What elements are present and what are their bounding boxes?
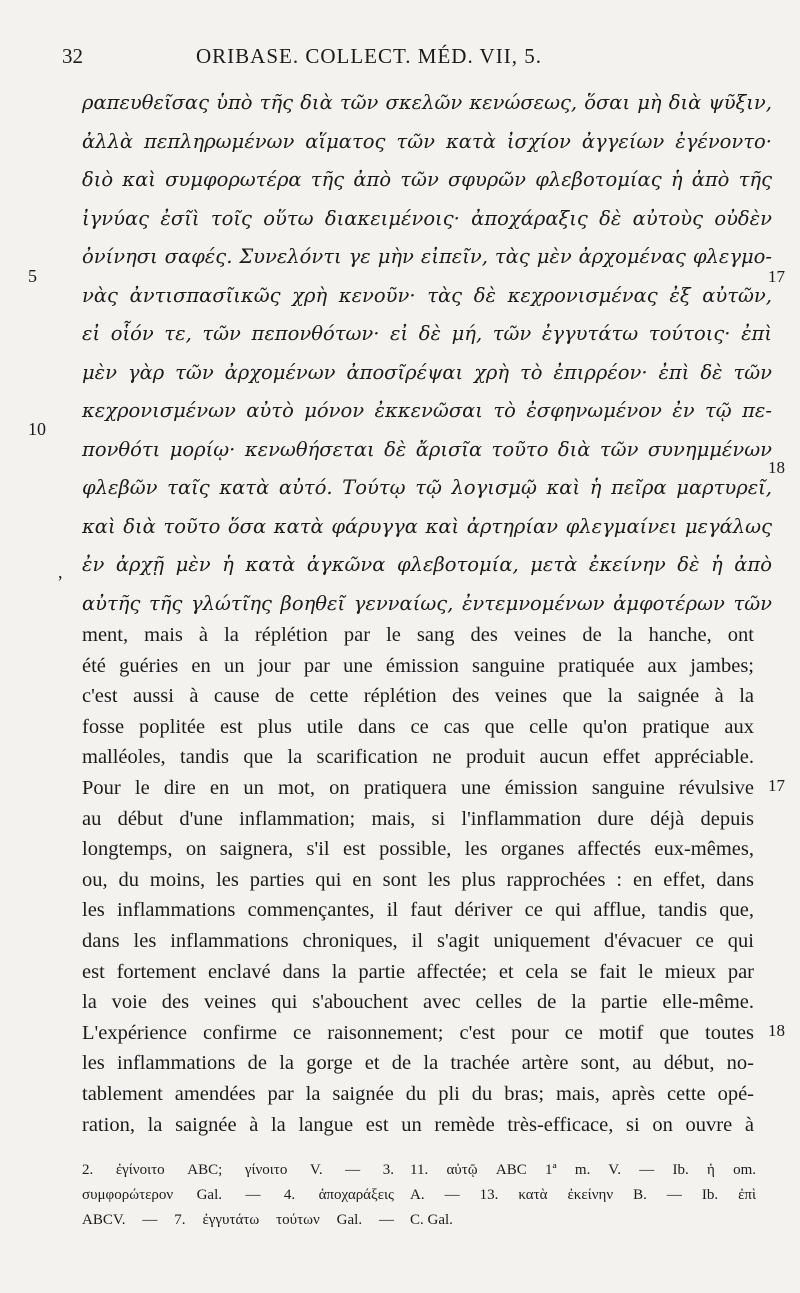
french-line: ou, du moins, les parties qui en sont les plus rapprochées : en effet, dans — [82, 868, 754, 891]
french-line: ration, la saignée à la langue est un remède très-efficace, si on ouvre à — [82, 1113, 754, 1136]
greek-line: πονθότι μορίῳ· κενωθήσεται δὲ ἄρισῖα τοῦτο διὰ τῶν συνημμένων — [82, 437, 772, 461]
greek-margin-mark: , — [58, 562, 63, 582]
french-line: au début d'une inflammation; mais, si l'inflammation dure déjà depuis — [82, 807, 754, 830]
note-line: A. — 13. κατὰ ἐκείνην B. — Ib. ἐπὶ — [410, 1187, 756, 1203]
french-line: est fortement enclavé dans la partie affectée; et cela se fait le mieux par — [82, 960, 754, 983]
greek-line: εἰ οἷόν τε, τῶν πεπονθότων· εἰ δὲ μή, τῶν ἐγγυτάτω τούτοις· ἐπὶ — [82, 322, 772, 345]
greek-line: καὶ διὰ τοῦτο ὅσα κατὰ φάρυγγα καὶ ἀρτηρίαν φλεγμαίνει μεγάλως — [82, 514, 772, 538]
greek-line-number-10: 10 — [28, 419, 46, 439]
greek-line: νὰς ἀντισπασῖικῶς χρὴ κενοῦν· τὰς δὲ κεχρονισμένας ἐξ αὐτῶν, — [82, 283, 772, 307]
greek-line: ἰγνύας ἐσῖὶ τοῖς οὕτω διακειμένοις· ἀποχάραξις δὲ αὐτοὺς οὐδὲν — [82, 206, 772, 230]
french-section-marker-18: 18 — [768, 1021, 785, 1040]
french-section-marker-17: 17 — [768, 776, 785, 795]
greek-line: ραπευθεῖσας ὑπὸ τῆς διὰ τῶν σκελῶν κενώσεως, ὅσαι μὴ διὰ ψῦξιν, — [82, 91, 772, 114]
note-line: C. Gal. — [410, 1212, 453, 1228]
note-line: 11. αὐτῷ ABC 1ª m. V. — Ib. ἡ om. — [410, 1162, 756, 1178]
french-line: dans les inflammations chroniques, il s'agit uniquement d'évacuer ce qui — [82, 929, 754, 952]
page-header — [0, 44, 800, 74]
french-line: la voie des veines qui s'abouchent avec celles de la partie elle-même. — [82, 991, 754, 1014]
greek-text — [82, 84, 772, 623]
greek-line: φλεβῶν ταῖς κατὰ αὐτό. Τούτῳ τῷ λογισμῷ καὶ ἡ πεῖρα μαρτυρεῖ, — [82, 476, 772, 499]
greek-line: ἐν ἀρχῇ μὲν ἡ κατὰ ἀγκῶνα φλεβοτομία, μετὰ ἐκείνην δὲ ἡ ἀπὸ — [82, 553, 772, 576]
french-translation — [82, 620, 754, 1140]
greek-section-marker-17: 17 — [768, 267, 785, 286]
french-line: malléoles, tandis que la scarification ne produit aucun effet appréciable. — [82, 746, 754, 769]
greek-line: ἀλλὰ πεπληρωμένων αἵματος τῶν κατὰ ἰσχίον ἀγγείων ἐγένοντο· — [82, 129, 772, 153]
french-line: les inflammations de la gorge et de la trachée artère sont, au début, no- — [82, 1052, 754, 1075]
french-line: été guéries en un jour par une émission sanguine pratiquée aux jambes; — [82, 654, 754, 677]
french-line: c'est aussi à cause de cette réplétion des veines que la saignée à la — [82, 685, 754, 708]
running-head: ORIBASE. COLLECT. MÉD. VII, 5. — [196, 44, 542, 68]
greek-line: διὸ καὶ συμφορωτέρα τῆς ἀπὸ τῶν σφυρῶν φλεβοτομίας ἡ ἀπὸ τῆς — [82, 168, 772, 191]
greek-line: αὐτῆς τῆς γλώτῖης βοηθεῖ γενναίως, ἐντεμνομένων ἀμφοτέρων τῶν — [82, 591, 772, 615]
french-line: ment, mais à la réplétion par le sang des veines de la hanche, ont — [82, 624, 754, 646]
greek-section-marker-18: 18 — [768, 458, 785, 477]
note-line: συμφορώτερον Gal. — 4. ἀποχαράξεις — [82, 1187, 394, 1203]
notes-column-left — [82, 1158, 394, 1233]
critical-apparatus — [0, 1158, 800, 1268]
note-line: ABCV. — 7. ἐγγυτάτω τούτων Gal. — — [82, 1212, 394, 1228]
greek-line: ὀνίνησι σαφές. Συνελόντι γε μὴν εἰπεῖν, τὰς μὲν ἀρχομένας φλεγμο- — [82, 245, 772, 268]
note-line: 2. ἐγίνοιτο ABC; γίνοιτο V. — 3. — [82, 1162, 394, 1178]
french-line: fosse poplitée est plus utile dans ce cas que celle qu'on pratique aux — [82, 715, 754, 738]
french-line: Pour le dire en un mot, on pratiquera une émission sanguine révulsive — [82, 776, 754, 799]
page-number: 32 — [62, 44, 83, 68]
french-line: tablement amendées par la saignée du pli du bras; mais, après cette opé- — [82, 1082, 754, 1105]
french-line: les inflammations commençantes, il faut dériver ce qui afflue, tandis que, — [82, 899, 754, 922]
notes-column-right — [410, 1158, 756, 1233]
greek-line-number-5: 5 — [28, 266, 37, 286]
greek-line: μὲν γὰρ τῶν ἀρχομένων ἀποσῖρέψαι χρὴ τὸ ἐπιρρέον· ἐπὶ δὲ τῶν — [82, 360, 772, 384]
french-line: L'expérience confirme ce raisonnement; c'est pour ce motif que toutes — [82, 1021, 754, 1044]
greek-line: κεχρονισμένων αὐτὸ μόνον ἐκκενῶσαι τὸ ἐσφηνωμένον ἐν τῷ πε- — [82, 399, 772, 422]
french-line: longtemps, on saignera, s'il est possible, les organes affectés eux-mêmes, — [82, 838, 754, 861]
